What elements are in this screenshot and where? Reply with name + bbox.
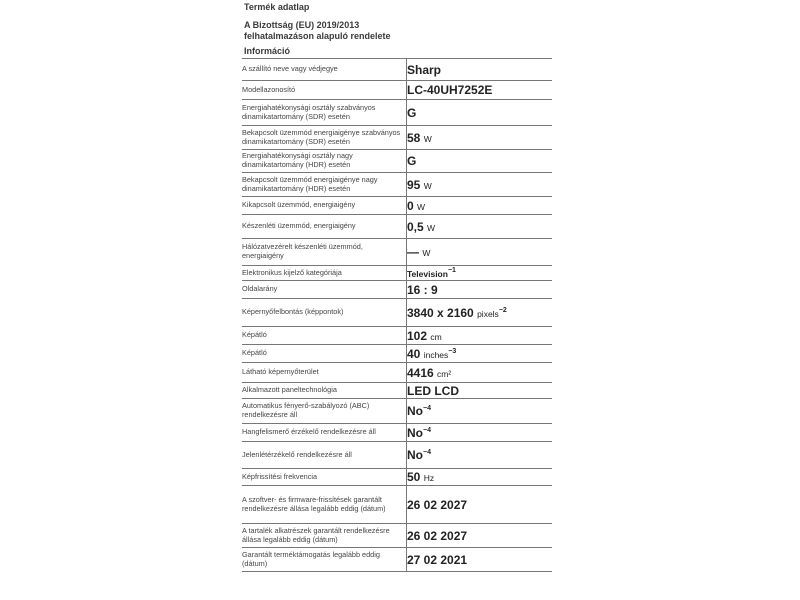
- row-value-cell: [407, 100, 553, 126]
- footnote-marker: −1: [447, 267, 456, 274]
- row-value-cell: [407, 383, 553, 399]
- row-label: A tartalék alkatrészek garantált rendelkezésre állása legalább eddig (dátum): [242, 524, 407, 548]
- table-row: [242, 299, 552, 327]
- row-value: 40: [407, 346, 421, 361]
- row-value-cell: [407, 299, 553, 327]
- row-value-cell: [407, 197, 553, 215]
- row-value-cell: [407, 469, 553, 486]
- row-label: Bekapcsolt üzemmód energiaigénye nagy dinamikatartomány (HDR) esetén: [242, 173, 407, 197]
- row-label: Bekapcsolt üzemmód energiaigénye szabványos dinamikatartomány (SDR) esetén: [242, 126, 407, 150]
- product-info-table: [242, 58, 552, 572]
- table-row: [242, 383, 552, 399]
- table-row: [242, 548, 552, 572]
- footnote-marker: −3: [448, 347, 457, 355]
- row-value: —: [407, 245, 419, 259]
- row-label: Modellazonosító: [242, 81, 407, 100]
- row-value: 26 02 2027: [407, 528, 468, 543]
- row-value: 4416: [407, 365, 434, 380]
- row-label: Hálózatvezérelt készenléti üzemmód, energiaigény: [242, 239, 407, 266]
- row-label: Képfrissítési frekvencia: [242, 469, 407, 486]
- table-row: [242, 239, 552, 266]
- row-value: G: [407, 154, 417, 168]
- table-row: [242, 486, 552, 524]
- row-unit: W: [427, 222, 436, 233]
- row-value-cell: [407, 266, 553, 281]
- row-value: 0: [407, 198, 414, 213]
- table-row: [242, 524, 552, 548]
- footnote-marker: −4: [423, 426, 431, 434]
- row-value-cell: [407, 126, 553, 150]
- table-row: [242, 469, 552, 486]
- regulation-line-2: felhatalmazáson alapuló rendelete: [244, 31, 391, 41]
- row-value: No: [407, 404, 423, 418]
- row-label: Képátló: [242, 345, 407, 363]
- row-label: Garantált terméktámogatás legalább eddig (dátum): [242, 548, 407, 572]
- table-row: [242, 327, 552, 345]
- row-value: LC-40UH7252E: [407, 83, 493, 97]
- row-label: Elektronikus kijelző kategóriája: [242, 266, 407, 281]
- row-label: Alkalmazott paneltechnológia: [242, 383, 407, 399]
- table-row: [242, 197, 552, 215]
- row-value-cell: [407, 281, 553, 299]
- row-label: Készenléti üzemmód, energiaigény: [242, 215, 407, 239]
- row-unit: W: [423, 180, 432, 191]
- row-unit: Hz: [423, 473, 435, 483]
- table-row: [242, 150, 552, 173]
- table-row: [242, 424, 552, 442]
- row-value: G: [407, 105, 417, 120]
- row-unit: cm²: [437, 368, 452, 379]
- row-label: Automatikus fényerő-szabályozó (ABC) rendelkezésre áll: [242, 399, 407, 424]
- row-value: No: [407, 448, 423, 462]
- footnote-marker: −4: [423, 449, 431, 456]
- row-label: Képátló: [242, 327, 407, 345]
- row-label: Képernyőfelbontás (képpontok): [242, 299, 407, 327]
- row-label: A szállító neve vagy védjegye: [242, 59, 407, 81]
- row-value: Television: [407, 269, 448, 279]
- table-row: [242, 399, 552, 424]
- row-label: A szoftver- és firmware-frissítések garantált rendelkezésre állása legalább eddig (dátum): [242, 486, 407, 524]
- table-row: [242, 281, 552, 299]
- footnote-marker: −2: [498, 306, 507, 314]
- row-value: 3840 x 2160: [407, 305, 474, 320]
- table-row: [242, 345, 552, 363]
- row-value: 58: [407, 130, 421, 145]
- row-unit: W: [417, 201, 426, 212]
- row-value-cell: [407, 173, 553, 197]
- row-value-cell: [407, 399, 553, 424]
- row-value-cell: [407, 363, 553, 383]
- sheet-title: Termék adatlap: [244, 2, 310, 12]
- row-value: No: [407, 425, 423, 440]
- table-row: [242, 100, 552, 126]
- row-unit: pixels: [477, 308, 499, 319]
- row-value-cell: [407, 150, 553, 173]
- row-label: Energiahatékonysági osztály nagy dinamikatartomány (HDR) esetén: [242, 150, 407, 173]
- row-unit: W: [422, 248, 431, 258]
- row-value-cell: [407, 524, 553, 548]
- row-unit: cm: [430, 331, 442, 342]
- table-row: [242, 173, 552, 197]
- table-row: [242, 363, 552, 383]
- row-value: Sharp: [407, 62, 442, 77]
- row-value-cell: [407, 424, 553, 442]
- row-value-cell: [407, 442, 553, 469]
- table-row: [242, 442, 552, 469]
- table-row: [242, 126, 552, 150]
- row-value: 16 : 9: [407, 282, 438, 297]
- section-heading: Információ: [244, 46, 291, 56]
- row-value: 50: [407, 470, 421, 484]
- row-label: Hangfelismerő érzékelő rendelkezésre áll: [242, 424, 407, 442]
- row-label: Energiahatékonysági osztály szabványos dinamikatartomány (SDR) esetén: [242, 100, 407, 126]
- row-value: 102: [407, 328, 428, 343]
- table-row: [242, 81, 552, 100]
- row-value: 95: [407, 177, 421, 192]
- table-row: [242, 215, 552, 239]
- row-label: Látható képernyőterület: [242, 363, 407, 383]
- row-value: 27 02 2021: [407, 552, 468, 567]
- row-value-cell: [407, 215, 553, 239]
- regulation-line-1: A Bizottság (EU) 2019/2013: [244, 20, 360, 30]
- row-value-cell: [407, 59, 553, 81]
- row-value-cell: [407, 345, 553, 363]
- row-value-cell: [407, 81, 553, 100]
- row-value-cell: [407, 239, 553, 266]
- row-value: LED LCD: [407, 383, 459, 398]
- row-value-cell: [407, 548, 553, 572]
- row-value: 26 02 2027: [407, 497, 468, 512]
- row-value-cell: [407, 486, 553, 524]
- row-label: Oldalarány: [242, 281, 407, 299]
- row-unit: inches: [423, 349, 449, 360]
- row-unit: W: [423, 133, 432, 144]
- row-label: Jelenlétérzékelő rendelkezésre áll: [242, 442, 407, 469]
- table-row: [242, 266, 552, 281]
- table-row: [242, 59, 552, 81]
- row-label: Kikapcsolt üzemmód, energiaigény: [242, 197, 407, 215]
- row-value: 0,5: [407, 219, 424, 234]
- footnote-marker: −4: [423, 405, 431, 412]
- row-value-cell: [407, 327, 553, 345]
